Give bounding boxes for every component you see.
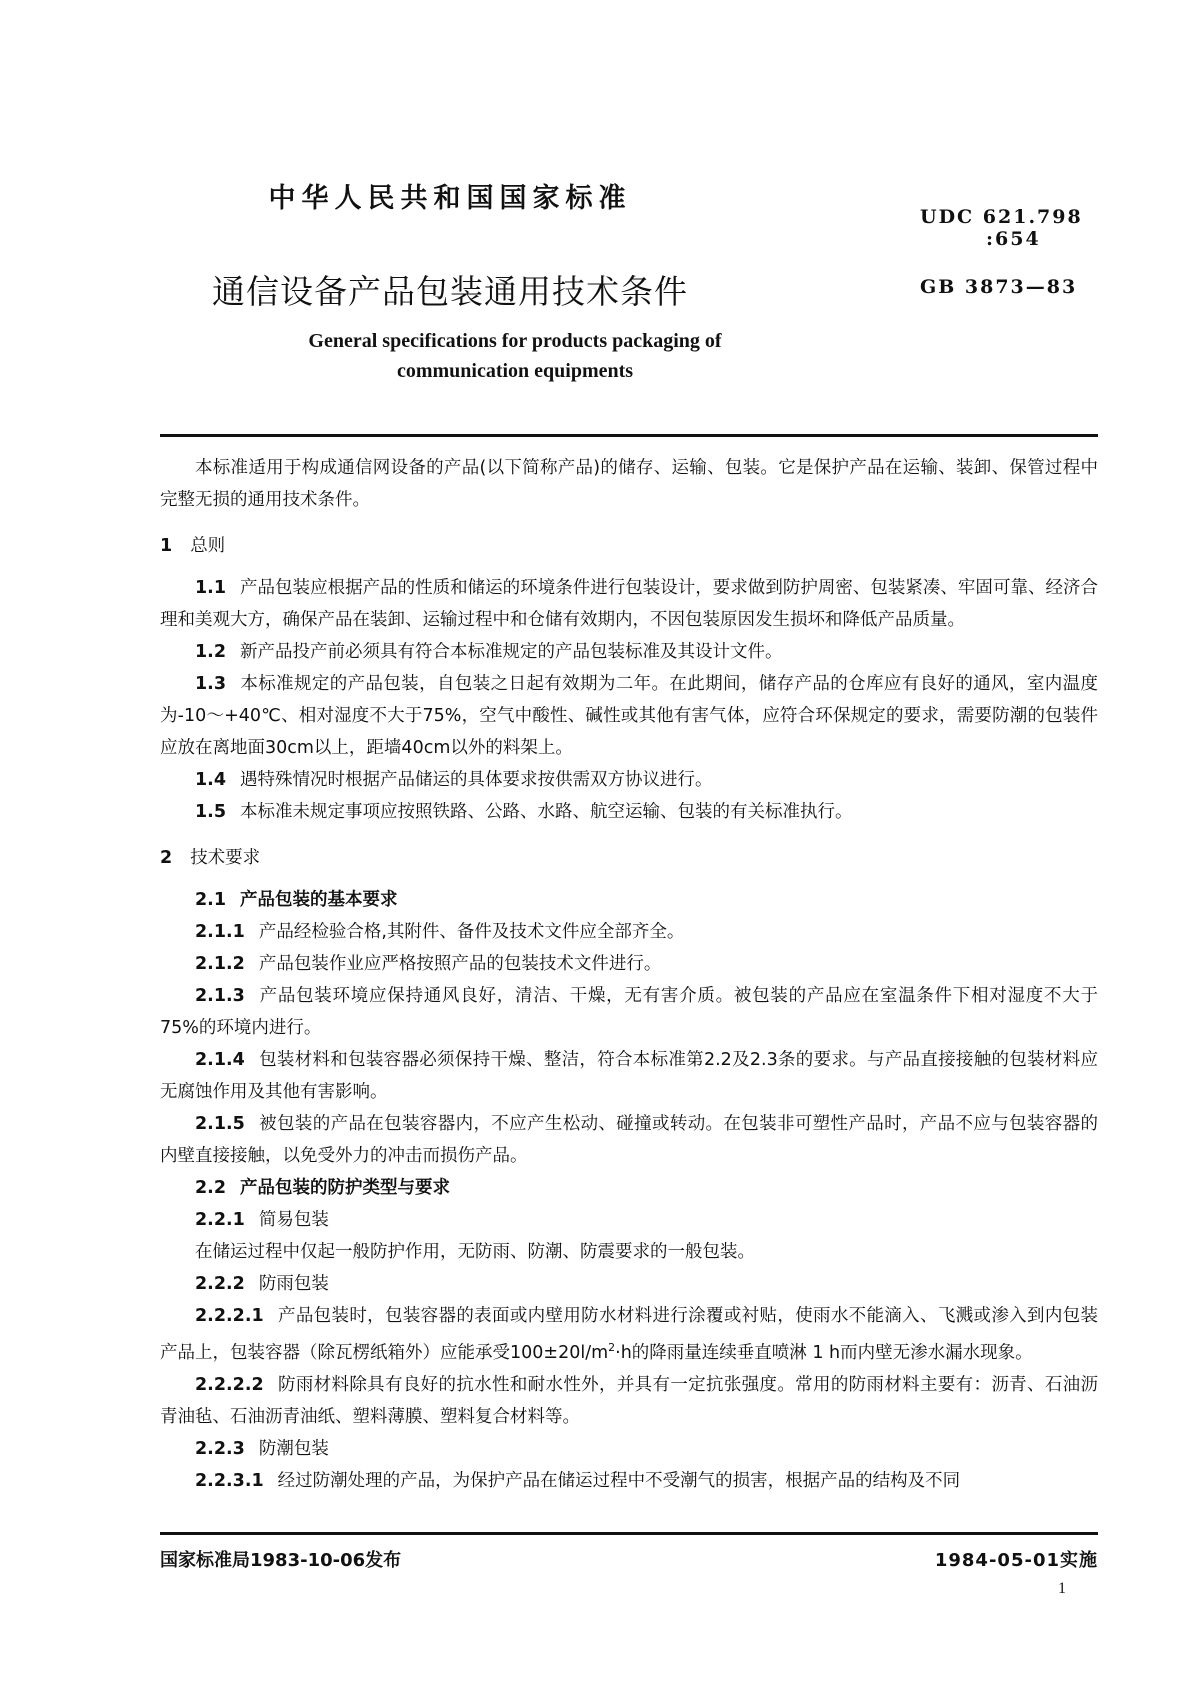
footer-divider: [160, 1532, 1098, 1535]
document-title-en: [200, 326, 830, 386]
header-divider: [160, 434, 1098, 437]
clause-2-2-3-heading: 2.2.3 防潮包装: [195, 1438, 329, 1459]
clause-2-1-4: 2.1.4 包装材料和包装容器必须保持干燥、整洁，符合本标准第2.2及2.3条的要求。与产品直接接触的包装材料应无腐蚀作用及其他有害影响。: [160, 1050, 1098, 1102]
clause-1-5: 1.5 本标准未规定事项应按照铁路、公路、水路、航空运输、包装的有关标准执行。: [195, 802, 853, 822]
clause-2-2-2-2: 2.2.2.2 防雨材料除具有良好的抗水性和耐水性外，并具有一定抗张强度。常用的防雨材料主要有：沥青、石油沥青油毡、石油沥青油纸、塑料薄膜、塑料复合材料等。: [160, 1374, 1098, 1427]
clause-2-2-1-text: 在储运过程中仅起一般防护作用，无防雨、防潮、防震要求的一般包装。: [195, 1242, 755, 1262]
clause-2-1-heading: 2.1 产品包装的基本要求: [195, 890, 398, 910]
udc-line-1: UDC 621.798: [920, 206, 1083, 228]
clause-2-2-1-heading: 2.2.1 简易包装: [195, 1210, 329, 1230]
clause-2-2-2-heading: 2.2.2 防雨包装: [195, 1274, 329, 1294]
udc-line-2: :654: [986, 228, 1041, 250]
udc-code: [920, 206, 1083, 250]
clause-2-2-heading: 2.2 产品包装的防护类型与要求: [195, 1178, 451, 1198]
clause-1-4: 1.4 遇特殊情况时根据产品储运的具体要求按供需双方协议进行。: [195, 770, 713, 790]
clause-2-1-1: 2.1.1 产品经检验合格,其附件、备件及技术文件应全部齐全。: [195, 922, 685, 942]
standard-type-heading: 中华人民共和国国家标准: [268, 183, 632, 214]
issue-date: 国家标准局1983-10-06发布: [160, 1550, 402, 1571]
clause-1-3: 1.3 本标准规定的产品包装，自包装之日起有效期为二年。在此期间，储存产品的仓库应有良好的通风，室内温度为-10～+40℃、相对湿度不大于75%，空气中酸性、碱性或其他有害气体，应符合环保规定的要求，需要防潮的包装件应放在离地面30cm以上，距墙40cm以外的料架上。: [160, 674, 1098, 758]
clause-2-2-3-1: 2.2.3.1 经过防潮处理的产品，为保护产品在储运过程中不受潮气的损害，根据产品的结构及不同: [195, 1470, 961, 1491]
effective-date: 1984-05-01实施: [934, 1550, 1098, 1571]
title-en-line-2: communication equipments: [396, 360, 634, 382]
gb-number: GB 3873—83: [920, 276, 1078, 298]
clause-2-1-3: 2.1.3 产品包装环境应保持通风良好，清洁、干燥，无有害介质。被包装的产品应在室温条件下相对湿度不大于75%的环境内进行。: [160, 986, 1098, 1038]
section-2-heading: 2 技术要求: [160, 848, 261, 868]
page-number: 1: [1058, 1580, 1066, 1597]
section-1-heading: 1 总则: [160, 536, 226, 556]
clause-2-1-5: 2.1.5 被包装的产品在包装容器内，不应产生松动、碰撞或转动。在包装非可塑性产品时，产品不应与包装容器的内壁直接接触，以免受外力的冲击而损伤产品。: [160, 1114, 1098, 1166]
title-en-line-1: General specifications for products packaging of: [308, 330, 722, 352]
clause-2-2-2-1: 2.2.2.1 产品包装时，包装容器的表面或内壁用防水材料进行涂覆或衬贴，使雨水不能滴入、飞溅或渗入到内包装产品上，包装容器（除瓦楞纸箱外）应能承受$100\pm 20l/m^2\cdot h$的降雨量连续垂直喷淋 1 h而内壁无渗水漏水现象。: [160, 1306, 1098, 1363]
clause-1-1: 1.1 产品包装应根据产品的性质和储运的环境条件进行包装设计，要求做到防护周密、包装紧凑、牢固可靠、经济合理和美观大方，确保产品在装卸、运输过程中和仓储有效期内，不因包装原因发生损坏和降低产品质量。: [160, 578, 1098, 630]
intro-paragraph: 本标准适用于构成通信网设备的产品(以下简称产品)的储存、运输、包装。它是保护产品在运输、装卸、保管过程中完整无损的通用技术条件。: [160, 458, 1098, 510]
document-title-cn: 通信设备产品包装通用技术条件: [212, 272, 688, 311]
clause-2-1-2: 2.1.2 产品包装作业应严格按照产品的包装技术文件进行。: [195, 954, 662, 974]
document-body: [160, 452, 1098, 1497]
clause-1-2: 1.2 新产品投产前必须具有符合本标准规定的产品包装标准及其设计文件。: [195, 642, 783, 662]
